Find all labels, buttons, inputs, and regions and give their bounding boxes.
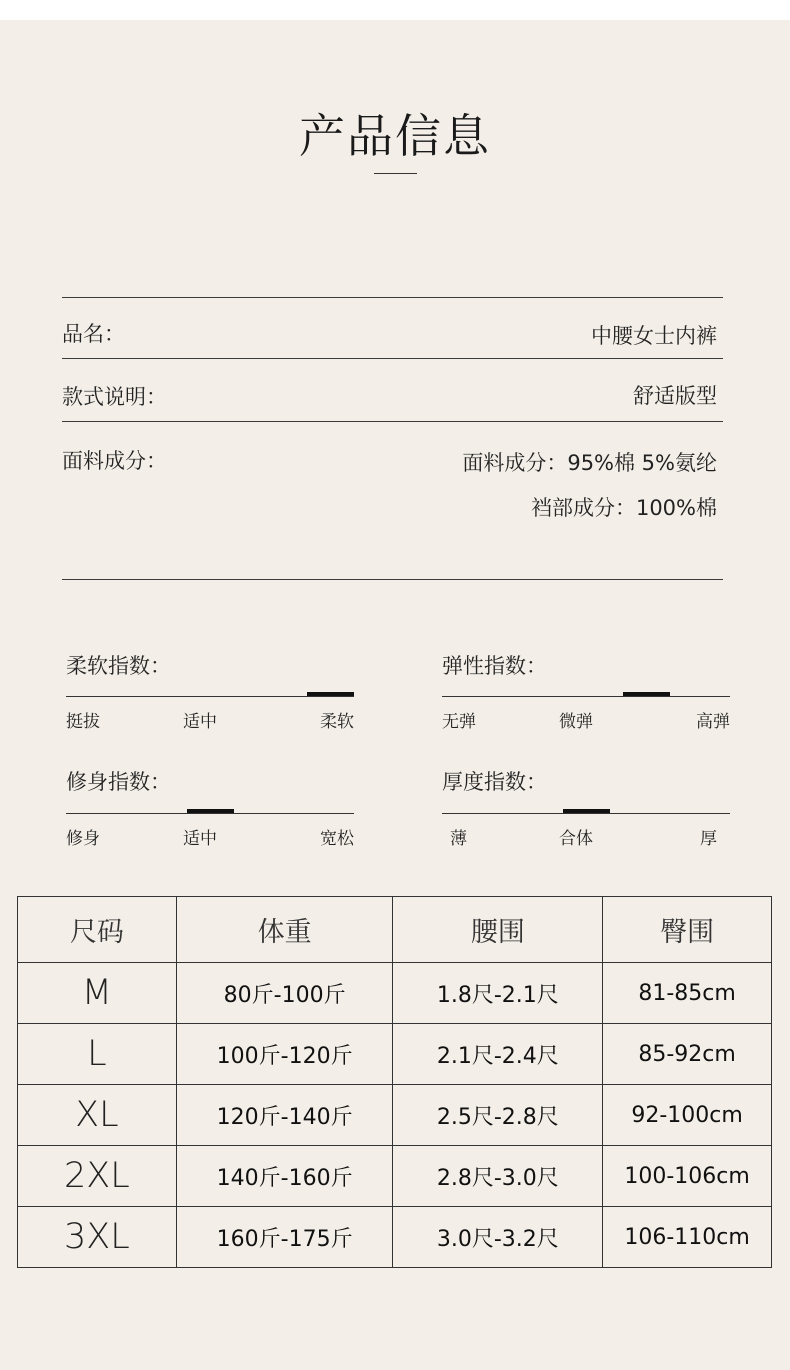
index-tick-low: 挺拔 [66, 712, 100, 732]
size-table-cell: 160斤-175斤 [176, 1207, 393, 1268]
fabric-value-crotch: 裆部成分：100%棉 [530, 496, 717, 520]
size-table-cell: 1.8尺-2.1尺 [393, 963, 603, 1024]
index-tick-high: 厚 [700, 829, 717, 849]
index-title: 弹性指数： [442, 654, 547, 678]
size-table-cell: 100斤-120斤 [176, 1024, 393, 1085]
index-title: 厚度指数： [442, 770, 547, 794]
index-tick-high: 柔软 [320, 712, 354, 732]
divider-bottom [62, 579, 723, 580]
divider-style [62, 421, 723, 422]
index-tick-mid: 合体 [559, 829, 593, 849]
index-tick-mid: 适中 [183, 712, 217, 732]
size-table-cell: 100-106cm [603, 1146, 772, 1207]
size-table-header-cell: 尺码 [18, 897, 177, 963]
index-tick-high: 宽松 [320, 829, 354, 849]
size-table-row [18, 1146, 772, 1207]
size-table-header-cell: 臀围 [603, 897, 772, 963]
size-label: XL [18, 1085, 177, 1146]
title-underline [374, 173, 417, 174]
size-table-row [18, 1207, 772, 1268]
size-table-cell: 80斤-100斤 [176, 963, 393, 1024]
index-title: 柔软指数： [66, 654, 171, 678]
index-marker [187, 809, 234, 813]
size-label: M [18, 963, 177, 1024]
size-table-header-cell: 腰围 [393, 897, 603, 963]
index-track [442, 813, 730, 814]
index-tick-low: 无弹 [442, 712, 476, 732]
index-marker [563, 809, 610, 813]
size-table-cell: 2.1尺-2.4尺 [393, 1024, 603, 1085]
index-tick-mid: 微弹 [559, 712, 593, 732]
size-table-cell: 2.5尺-2.8尺 [393, 1085, 603, 1146]
size-table-cell: 120斤-140斤 [176, 1085, 393, 1146]
size-table-cell: 2.8尺-3.0尺 [393, 1146, 603, 1207]
size-label: 3XL [18, 1207, 177, 1268]
style-value: 舒适版型 [633, 384, 717, 408]
name-value: 中腰女士内裤 [591, 324, 717, 348]
divider-name [62, 358, 723, 359]
index-marker [307, 692, 354, 696]
fabric-value-main: 面料成分：95%棉 5%氨纶 [462, 451, 717, 475]
style-label: 款式说明： [62, 385, 167, 409]
size-table-row [18, 1024, 772, 1085]
fabric-label: 面料成分： [62, 449, 167, 473]
size-table-header-cell: 体重 [176, 897, 393, 963]
size-label: L [18, 1024, 177, 1085]
size-table-header [18, 897, 772, 963]
size-table-cell: 92-100cm [603, 1085, 772, 1146]
size-table-cell: 106-110cm [603, 1207, 772, 1268]
index-tick-mid: 适中 [183, 829, 217, 849]
index-track [66, 813, 354, 814]
size-table-cell: 81-85cm [603, 963, 772, 1024]
size-table-cell: 85-92cm [603, 1024, 772, 1085]
index-title: 修身指数： [66, 770, 171, 794]
divider-top [62, 297, 723, 298]
index-tick-high: 高弹 [696, 712, 730, 732]
index-track [66, 696, 354, 697]
name-label: 品名： [62, 322, 125, 346]
size-table [17, 896, 772, 1268]
index-marker [623, 692, 670, 696]
size-label: 2XL [18, 1146, 177, 1207]
size-table-row [18, 1085, 772, 1146]
index-tick-low: 薄 [450, 829, 467, 849]
page-title: 产品信息 [299, 109, 491, 163]
size-table-row [18, 963, 772, 1024]
size-table-cell: 3.0尺-3.2尺 [393, 1207, 603, 1268]
index-tick-low: 修身 [66, 829, 100, 849]
size-table-cell: 140斤-160斤 [176, 1146, 393, 1207]
index-track [442, 696, 730, 697]
